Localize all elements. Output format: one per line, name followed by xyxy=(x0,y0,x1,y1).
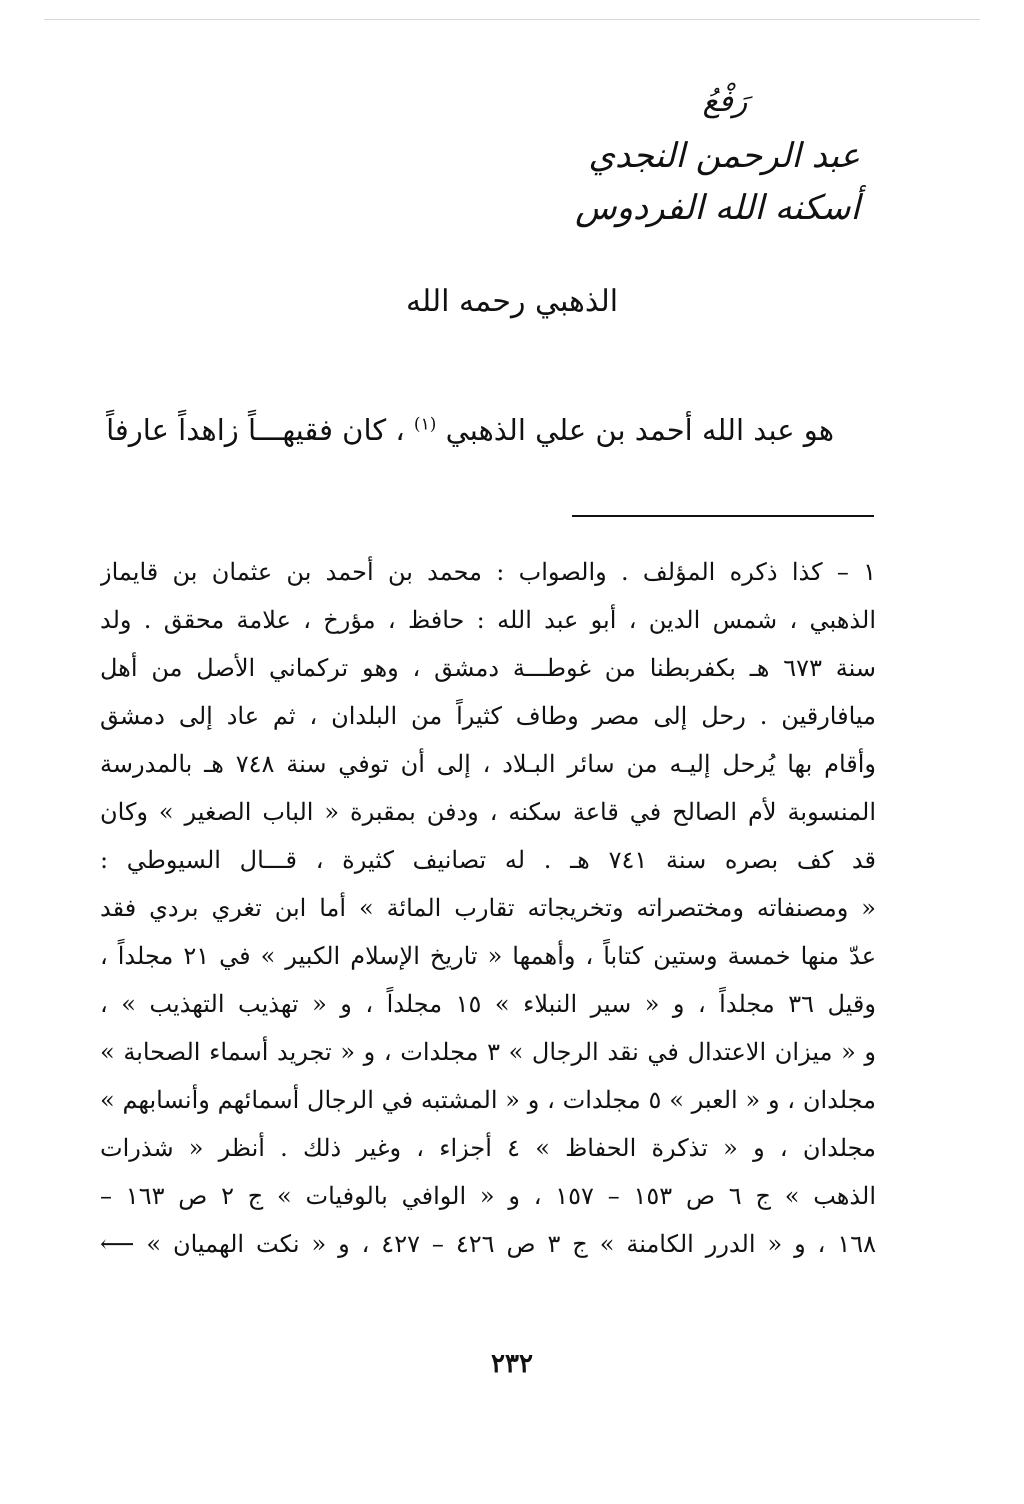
page-heading: الذهبي رحمه الله xyxy=(405,284,619,319)
footnote-line: ١٦٨ ، و « الدرر الكامنة » ج ٣ ص ٤٢٦ – ٤٢٧ ، و « نكت الهميان » ⟵ xyxy=(100,1230,876,1258)
footnote-line: و « ميزان الاعتدال في نقد الرجال » ٣ مجلدات ، و « تجريد أسماء الصحابة » xyxy=(100,1038,876,1066)
footnote-line: عدّ منها خمسة وستين كتاباً ، وأهمها « تاريخ الإسلام الكبير » في ٢١ مجلداً ، xyxy=(100,942,876,970)
stamp-line-1: عبد الرحمن النجدي xyxy=(588,136,860,176)
footnote-block xyxy=(100,548,876,1318)
body-text-after-ref: ، كان فقيهـــاً زاهداً عارفاً xyxy=(106,413,405,447)
ownership-stamp xyxy=(575,82,860,257)
footnote-reference: (١) xyxy=(413,414,437,435)
footnote-line: المنسوبة لأم الصالح في قاعة سكنه ، ودفن بمقبرة « الباب الصغير » وكان xyxy=(100,798,876,826)
stamp-word: رَفْعُ xyxy=(702,84,748,119)
footnote-line: « ومصنفاته ومختصراته وتخريجاته تقارب المائة » أما ابن تغري بردي فقد xyxy=(100,894,876,922)
stamp-line-2: أسكنه الله الفردوس xyxy=(575,188,860,228)
top-border-line xyxy=(44,19,980,20)
footnote-line: مجلدان ، و « تذكرة الحفاظ » ٤ أجزاء ، وغير ذلك . أنظر « شذرات xyxy=(100,1134,876,1162)
footnote-separator xyxy=(572,515,874,517)
footnote-line: قد كف بصره سنة ٧٤١ هـ . له تصانيف كثيرة ، قـــال السيوطي : xyxy=(100,846,876,874)
footnote-line: الذهبي ، شمس الدين ، أبو عبد الله : حافظ ، مؤرخ ، علامة محقق . ولد xyxy=(100,606,876,634)
body-text-before-ref: هو عبد الله أحمد بن علي الذهبي xyxy=(445,413,834,447)
page-number: ٢٣٢ xyxy=(491,1349,533,1379)
footnote-line: مجلدان ، و « العبر » ٥ مجلدات ، و « المشتبه في الرجال أسمائهم وأنسابهم » xyxy=(100,1086,876,1114)
footnote-line: ميافارقين . رحل إلى مصر وطاف كثيراً من البلدان ، ثم عاد إلى دمشق xyxy=(100,702,876,730)
footnote-line: سنة ٦٧٣ هـ بكفربطنا من غوطـــة دمشق ، وهو تركماني الأصل من أهل xyxy=(100,654,876,682)
footnote-line: وأقام بها يُرحل إليـه من سائر البـلاد ، إلى أن توفي سنة ٧٤٨ هـ بالمدرسة xyxy=(100,750,876,778)
footnote-line: وقيل ٣٦ مجلداً ، و « سير النبلاء » ١٥ مجلداً ، و « تهذيب التهذيب » ، xyxy=(100,990,876,1018)
footnote-line: الذهب » ج ٦ ص ١٥٣ – ١٥٧ ، و « الوافي بالوفيات » ج ٢ ص ١٦٣ – xyxy=(100,1182,876,1210)
body-text-line xyxy=(106,408,834,452)
footnote-line: ١ – كذا ذكره المؤلف . والصواب : محمد بن أحمد بن عثمان بن قايماز xyxy=(100,558,876,586)
